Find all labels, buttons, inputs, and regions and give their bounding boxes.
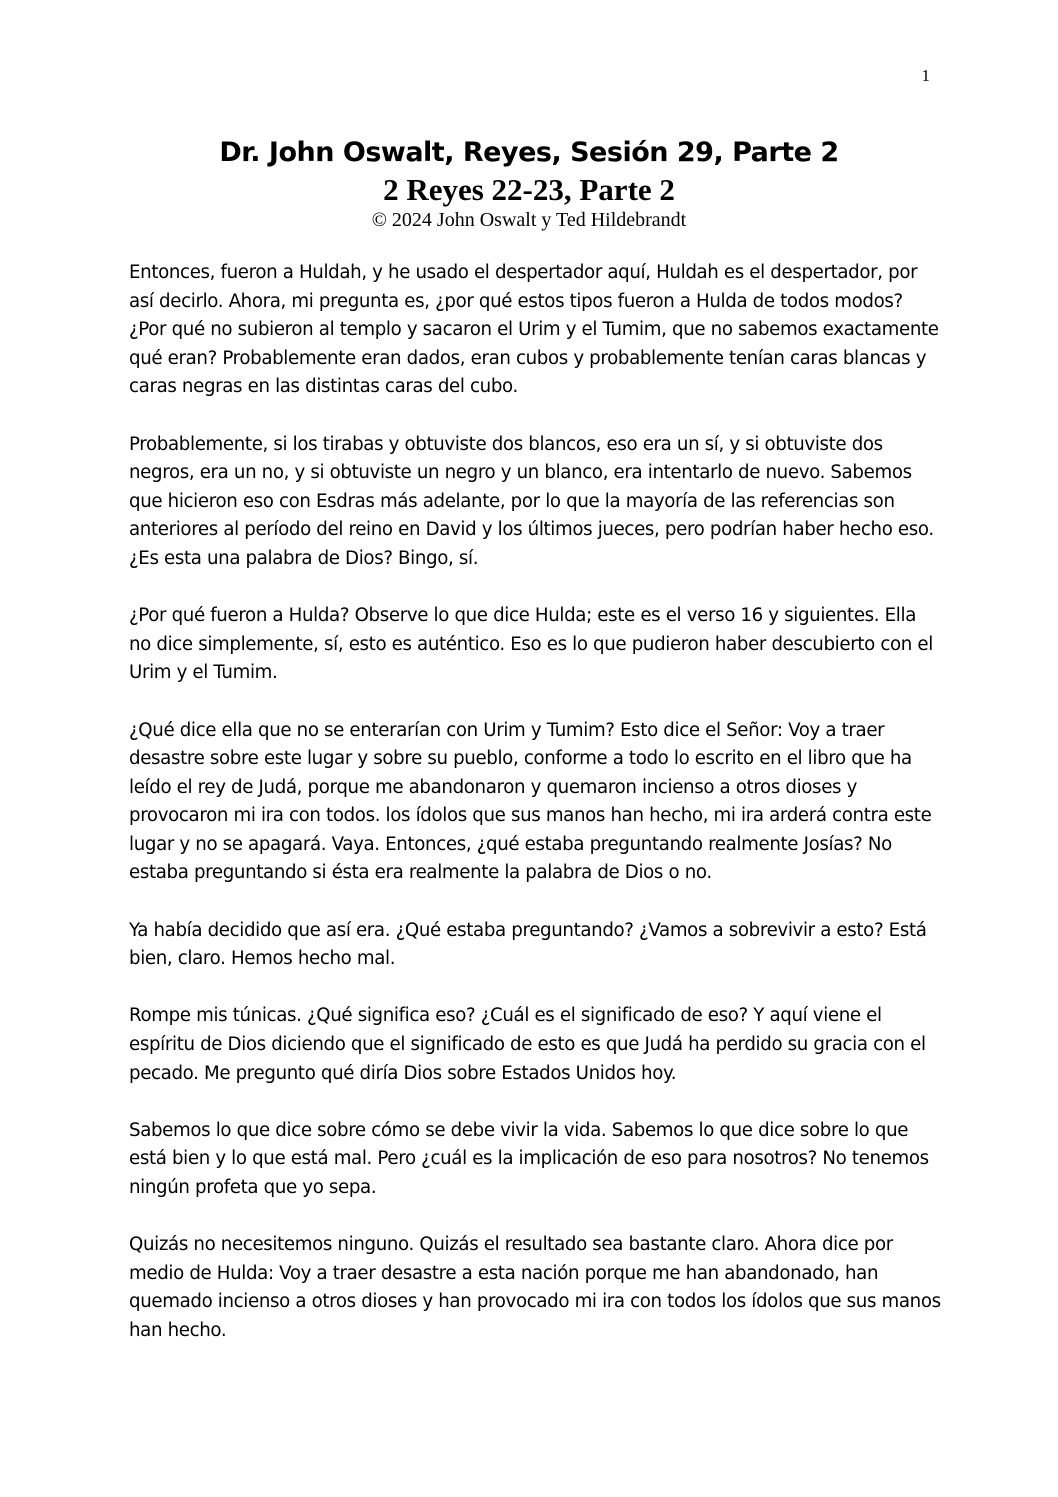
document-body — [129, 259, 941, 1374]
paragraph-6: Rompe mis túnicas. ¿Qué significa eso? ¿Cuál es el significado de eso? Y aquí viene el espíritu de Dios diciendo que el significado de esto es que Judá ha perdido su gracia con el pecado. Me pregunto qué diría Dios sobre Estados Unidos hoy. — [129, 1005, 926, 1084]
copyright-notice: © 2024 John Oswalt y Ted Hildebrandt — [371, 209, 687, 231]
paragraph-2: Probablemente, si los tirabas y obtuviste dos blancos, eso era un sí, y si obtuviste dos negros, era un no, y si obtuviste un negro y un blanco, era intentarlo de nuevo. Sabemos que hicieron eso con Esdras más adelante, por lo que la mayoría de las referencias son anteriores al período del reino en David y los últimos jueces, pero podrían haber hecho eso. ¿Es esta una palabra de Dios? Bingo, sí. — [129, 433, 934, 569]
paragraph-7: Sabemos lo que dice sobre cómo se debe vivir la vida. Sabemos lo que dice sobre lo que está bien y lo que está mal. Pero ¿cuál es la implicación de eso para nosotros? No tenemos ningún profeta que yo sepa. — [129, 1119, 929, 1198]
page-number: 1 — [921, 66, 930, 85]
paragraph-8: Quizás no necesitemos ninguno. Quizás el resultado sea bastante claro. Ahora dice por medio de Hulda: Voy a traer desastre a esta nación porque me han abandonado, han quemado incienso a otros dioses y han provocado mi ira con todos los ídolos que sus manos han hecho. — [129, 1234, 941, 1341]
document-subtitle: 2 Reyes 22-23, Parte 2 — [383, 172, 675, 207]
paragraph-4: ¿Qué dice ella que no se enterarían con Urim y Tumim? Esto dice el Señor: Voy a traer desastre sobre este lugar y sobre su pueblo, conforme a todo lo escrito en el libro que ha leído el rey de Judá, porque me abandonaron y quemaron incienso a otros dioses y provocaron mi ira con todos. los ídolos que sus manos han hecho, mi ira arderá contra este lugar y no se apagará. Vaya. Entonces, ¿qué estaba preguntando realmente Josías? No estaba preguntando si ésta era realmente la palabra de Dios o no. — [129, 719, 932, 884]
document-title: Dr. John Oswalt, Reyes, Sesión 29, Parte 2 — [219, 137, 839, 168]
paragraph-1: Entonces, fueron a Huldah, y he usado el despertador aquí, Huldah es el despertador, por así decirlo. Ahora, mi pregunta es, ¿por qué estos tipos fueron a Hulda de todos modos? ¿Por qué no subieron al templo y sacaron el Urim y el Tumim, que no sabemos exactamente qué eran? Probablemente eran dados, eran cubos y probablemente tenían caras blancas y caras negras en las distintas caras del cubo. — [129, 262, 939, 398]
paragraph-3: ¿Por qué fueron a Hulda? Observe lo que dice Hulda; este es el verso 16 y siguientes. Ella no dice simplemente, sí, esto es auténtico. Eso es lo que pudieron haber descubierto con el Urim y el Tumim. — [129, 605, 933, 684]
paragraph-5: Ya había decidido que así era. ¿Qué estaba preguntando? ¿Vamos a sobrevivir a esto? Está bien, claro. Hemos hecho mal. — [129, 919, 927, 970]
document-header — [0, 134, 1058, 232]
